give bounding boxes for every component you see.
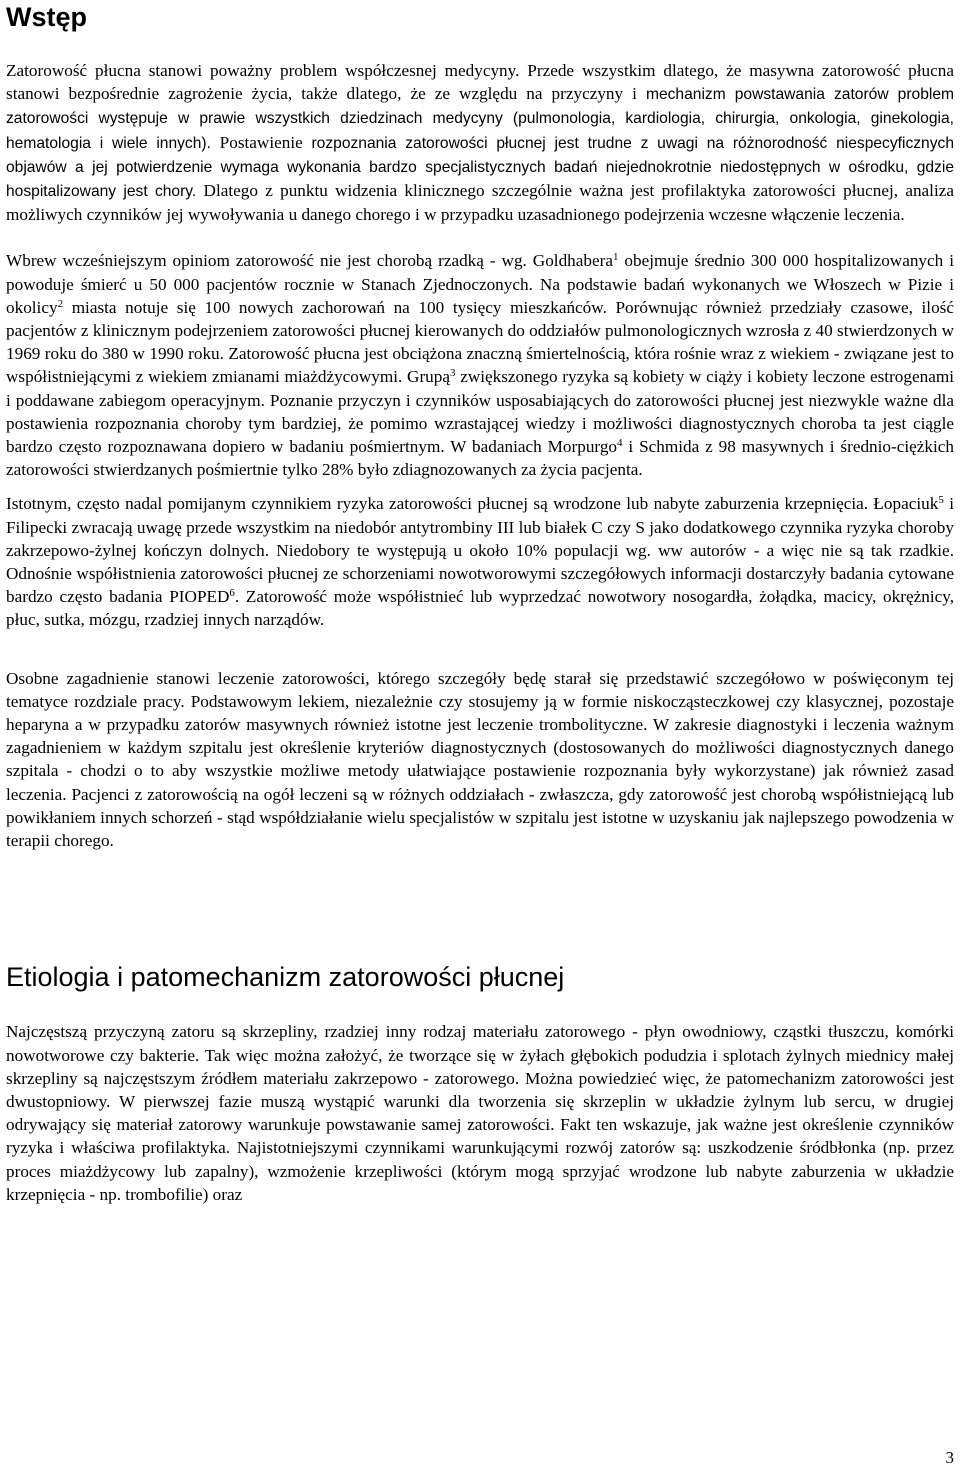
section-heading-wstep: Wstęp	[6, 2, 87, 32]
footnote-ref-1: 1	[612, 251, 619, 264]
section-heading-etiologia: Etiologia i patomechanizm zatorowości płucnej	[6, 962, 565, 993]
footnote-ref-2: 2	[57, 297, 64, 310]
footnote-ref-6: 6	[229, 587, 235, 600]
intro-text-4: rozpoznania zatorowości płucnej jest trudne z uwagi na różnorodność niespecyficznych objawów a jej potwierdzenie wymaga wykonania bardzo specjalistycznych badań niejednokrotnie niedostępnych w ośrodku, gdzie hospitalizowany jest chory.	[6, 134, 954, 201]
epidemiology-text-3: miasta notuje się 100 nowych zachorowań na 100 tysięcy mieszkańców. Porównując również przedziały czasowe, ilość pacjentów z klinicznym podejrzeniem zatorowości płucnej kierowanych do oddziałów pulmonologicznych wzrosła z 40 stwierdzonych w 1969 roku do 380 w 1990 roku. Zatorowość płucna jest obciążona znaczną śmiertelnością, która rośnie wraz z wiekiem - związane jest to współistniejącymi z wiekiem zmianami miażdżycowymi. Grupą	[6, 297, 954, 387]
footnote-ref-3: 3	[450, 367, 456, 380]
paragraph-epidemiology	[6, 249, 954, 481]
risk-text-2: i Filipecki zwracają uwagę przede wszystkim na niedobór antytrombiny III lub białek C czy S jako dodatkowego czynnika ryzyka choroby zakrzepowo-żylnej kończyn dolnych. Niedobory te występują u około 10% populacji wg. ww autorów - a więc nie są tak rzadkie. Odnośnie współistnienia zatorowości płucnej ze schorzeniami nowotworowymi szczegółowych informacji dostarczyły badania cytowane bardzo często badania PIOPED	[6, 494, 954, 607]
page-number: 3	[945, 1448, 954, 1467]
epidemiology-text-2: obejmuje średnio 300 000 hospitalizowanych i powoduje śmierć u 50 000 pacjentów rocznie w Stanach Zjednoczonych. Na podstawie badań wykonanych we Włoszech w Pizie i okolicy	[6, 251, 954, 317]
intro-text-2: mechanizm powstawania zatorów problem zatorowości występuje w prawie wszystkich dziedzinach medycyny (pulmonologia, kardiologia, chirurgia, onkologia, ginekologia, hematologia i wiele innych).	[6, 86, 954, 152]
paragraph-treatment: Osobne zagadnienie stanowi leczenie zatorowości, którego szczegóły będę starał się przedstawić szczegółowo w poświęconym tej tematyce rozdziale pracy. Podstawowym lekiem, niezależnie czy stosujemy ją w formie niskocząsteczkowej czy klasycznej, pozostaje heparyna a w przypadku zatorów masywnych również istotne jest leczenie trombolityczne. W zakresie diagnostyki i leczenia ważnym zagadnieniem w każdym szpitalu jest określenie kryteriów diagnostycznych (dostosowanych do możliwości diagnostycznych danego szpitala - chodzi o to aby wszystkie możliwe metody ułatwiające postawienie rozpoznania były wykorzystane) jak również zasad leczenia. Pacjenci z zatorowością na ogół leczeni są w różnych oddziałach - zwłaszcza, gdy zatorowość jest chorobą współistniejącą lub powikłaniem innych schorzeń - stąd współdziałanie wielu specjalistów w szpitalu jest istotne w uzyskaniu jak najlepszego powodzenia w terapii chorego.	[6, 668, 954, 851]
document-page	[6, 0, 954, 1206]
risk-text-3: . Zatorowość może współistnieć lub wyprzedzać nowotwory nosogardła, żołądka, macicy, okrężnicy, płuc, sutka, mózgu, rzadziej innych narządów.	[6, 587, 954, 630]
intro-text-5: Dlatego z punktu widzenia klinicznego szczególnie ważna jest profilaktyka zatorowości płucnej, analiza możliwych czynników jej wywoływania u danego chorego i w przypadku uzasadnionego podejrzenia wczesne włączenie leczenia.	[6, 181, 954, 225]
paragraph-risk-factors	[6, 492, 954, 631]
epidemiology-text-4: zwiększonego ryzyka są kobiety w ciąży i kobiety leczone estrogenami i poddawane zabiegom operacyjnym. Poznanie przyczyn i czynników usposabiających do zatorowości płucnej jest niezwykle ważne dla postawienia rozpoznania choroby tym bardziej, że pomimo wzrastającej wiedzy i możliwości diagnostycznych choroba ta jest ciągle bardzo często rozpoznawana dopiero w badaniu pośmiertnym. W badaniach Morpurgo	[6, 367, 954, 457]
epidemiology-text-5: i Schmida z 98 masywnych i średnio-ciężkich zatorowości stwierdzanych pośmiertnie tylko 28% było zdiagnozowanych za życia pacjenta.	[6, 437, 954, 480]
footnote-ref-5: 5	[938, 494, 944, 507]
risk-text-1: Istotnym, często nadal pomijanym czynnikiem ryzyka zatorowości płucnej są wrodzone lub nabyte zaburzenia krzepnięcia. Łopaciuk	[6, 494, 939, 514]
paragraph-intro	[6, 59, 954, 226]
intro-text-1: Zatorowość płucna stanowi poważny problem współczesnej medycyny. Przede wszystkim dlatego, że masywna zatorowość płucna stanowi bezpośrednie zagrożenie życia, także dlatego, że ze względu na przyczyny i	[6, 61, 954, 104]
epidemiology-text-1: Wbrew wcześniejszym opiniom zatorowość nie jest chorobą rzadką - wg. Goldhabera	[6, 251, 613, 271]
intro-text-3: Postawienie	[210, 132, 312, 152]
paragraph-etiology: Najczęstszą przyczyną zatoru są skrzepliny, rzadziej inny rodzaj materiału zatorowego - płyn owodniowy, cząstki tłuszczu, komórki nowotworowe czy bakterie. Tak więc można założyć, że tworzące się w żyłach głębokich podudzia i splotach żylnych miednicy małej skrzepliny są najczęstszym źródłem materiału zakrzepowo - zatorowego. Można powiedzieć więc, że patomechanizm zatorowości jest dwustopniowy. W pierwszej fazie muszą wystąpić warunki dla tworzenia się skrzeplin w układzie żylnym lub sercu, w drugiej odrywający się materiał zatorowy warunkuje powstawanie samej zatorowości. Fakt ten wskazuje, jak ważne jest określenie czynników ryzyka i właściwa profilaktyka. Najistotniejszymi czynnikami warunkującymi rozwój zatorów są: uszkodzenie śródbłonka (np. przez proces miażdżycowy lub zapalny), wzmożenie krzepliwości (którym mogą sprzyjać wrodzone lub nabyte zaburzenia w układzie krzepnięcia - np. trombofilie) oraz	[6, 1022, 954, 1204]
footnote-ref-4: 4	[617, 437, 623, 450]
